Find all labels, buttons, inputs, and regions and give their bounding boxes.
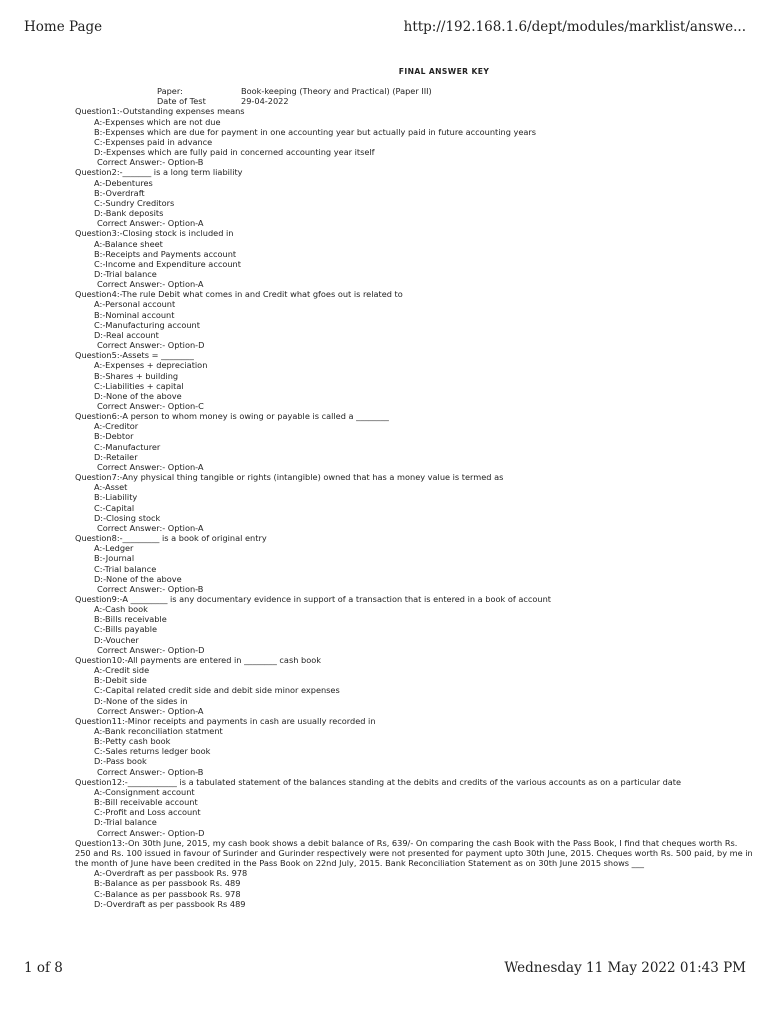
option: D:-Trial balance [94,268,157,279]
option: A:-Ledger [94,543,134,554]
page-counter: 1 of 8 [24,960,63,976]
option: A:-Consignment account [94,786,195,797]
header-left: Home Page [24,19,103,35]
question-text: Question2:-_______ is a long term liability [75,167,243,178]
correct-answer: Correct Answer:- Option-D [97,340,205,351]
question-block [75,716,755,777]
correct-answer: Correct Answer:- Option-D [97,644,205,655]
correct-answer: Correct Answer:- Option-C [97,401,204,411]
date-value: 29-04-2022 [241,96,289,107]
paper-row [75,86,755,96]
option: A:-Personal account [94,299,176,310]
correct-answer: Correct Answer:- Option-A [97,522,204,533]
correct-answer: Correct Answer:- Option-B [97,766,204,777]
question-text: Question7:-Any physical thing tangible or rights (intangible) owned that has a money value is termed as [75,472,504,483]
option: D:-Trial balance [94,817,157,828]
option: C:-Expenses paid in advance [94,136,213,147]
question-block [75,228,755,289]
option: A:-Bank reconciliation statment [94,726,223,736]
question-block [75,411,755,472]
question-13 [75,838,755,909]
option: B:-Bill receivable account [94,797,198,808]
answer-key-content [75,67,755,909]
paper-value: Book-keeping (Theory and Practical) (Paper III) [241,86,432,97]
paper-label: Paper: [157,86,183,97]
option: D:-None of the above [94,390,182,401]
question-block [75,777,755,838]
question-block [75,655,755,716]
option: D:-Bank deposits [94,208,164,219]
option: B:-Debit side [94,675,147,686]
option: C:-Bills payable [94,624,158,635]
correct-answer: Correct Answer:- Option-B [97,583,204,594]
option: C:-Capital [94,502,135,513]
option: C:-Profit and Loss account [94,807,201,818]
option: A:-Creditor [94,421,139,432]
option: B:-Bills receivable [94,614,167,625]
option: A:-Balance sheet [94,238,163,249]
date-row [75,96,755,106]
option: A:-Debentures [94,177,153,188]
option: A:-Credit side [94,665,150,676]
option: D:-Closing stock [94,512,161,523]
header-url: http://192.168.1.6/dept/modules/marklist/answe... [403,19,746,35]
option: B:-Shares + building [94,370,179,381]
question-text: Question4:-The rule Debit what comes in and Credit what gfoes out is related to [75,289,403,300]
option: C:-Sales returns ledger book [94,746,211,757]
option: B:-Liability [94,492,138,503]
option: B:-Journal [94,553,135,564]
question-text: Question11:-Minor receipts and payments in cash are usually recorded in [75,715,376,726]
question-text: Question5:-Assets = ________ [75,350,194,361]
option: D:-Overdraft as per passbook Rs 489 [94,898,246,909]
question-block [75,167,755,228]
question-block [75,594,755,655]
option: B:-Overdraft [94,187,145,198]
question-list [75,106,755,837]
option: B:-Debtor [94,431,134,442]
question-text: Question3:-Closing stock is included in [75,228,234,239]
question-text: Question13:-On 30th June, 2015, my cash book shows a debit balance of Rs, 639/- On comparing the cash Book with the Pass Book, I find that cheques worth Rs. 250 and Rs. 100 issued in favour of Surinder and Gurinder respectively were not presented for payment upto 30th June, 2015. Cheques worth Rs. 500 paid, by me in the month of June have been credited in the Pass Book on 22nd July, 2015. Bank Reconciliation Statement as on 30th June 2015 shows ___ [75,837,753,869]
question-block [75,350,755,411]
option: D:-None of the above [94,573,182,584]
option: C:-Manufacturer [94,441,161,452]
option: C:-Trial balance [94,563,157,574]
question-block [75,533,755,594]
option: B:-Balance as per passbook Rs. 489 [94,878,241,889]
option: A:-Expenses which are not due [94,116,221,127]
option: C:-Manufacturing account [94,319,200,330]
question-text: Question9:-A _________ is any documentary evidence in support of a transaction that is entered in a book of account [75,593,551,604]
option: A:-Cash book [94,604,148,615]
option: D:-Expenses which are fully paid in concerned accounting year itself [94,147,375,158]
option: C:-Balance as per passbook Rs. 978 [94,888,241,899]
question-block [75,472,755,533]
option: C:-Income and Expenditure account [94,258,241,269]
option: C:-Sundry Creditors [94,197,175,208]
correct-answer: Correct Answer:- Option-A [97,279,204,290]
option: B:-Expenses which are due for payment in one accounting year but actually paid in future accounting years [94,126,537,137]
option: D:-Real account [94,329,159,340]
option: C:-Liabilities + capital [94,380,184,391]
question-text: Question1:-Outstanding expenses means [75,106,245,117]
correct-answer: Correct Answer:- Option-A [97,461,204,472]
doc-title: FINAL ANSWER KEY [398,67,490,76]
print-timestamp: Wednesday 11 May 2022 01:43 PM [504,960,746,976]
option: B:-Receipts and Payments account [94,248,237,259]
option: B:-Nominal account [94,309,175,320]
option: A:-Expenses + depreciation [94,360,208,371]
question-text: Question12:-____________ is a tabulated statement of the balances standing at the debits and credits of the various accounts as on a particular date [75,776,682,787]
option: D:-Retailer [94,451,138,462]
option: D:-None of the sides in [94,695,188,706]
correct-answer: Correct Answer:- Option-B [97,157,204,168]
option: D:-Voucher [94,634,139,645]
question-text: Question10:-All payments are entered in ________ cash book [75,654,321,665]
question-text: Question6:-A person to whom money is owing or payable is called a ________ [75,411,389,422]
question-block [75,289,755,350]
option: A:-Asset [94,482,128,493]
date-label: Date of Test [157,96,206,107]
correct-answer: Correct Answer:- Option-D [97,827,205,838]
option: A:-Overdraft as per passbook Rs. 978 [94,868,248,879]
option: D:-Pass book [94,756,147,767]
question-text: Question8:-_________ is a book of original entry [75,533,267,544]
question-block [75,106,755,167]
option: C:-Capital related credit side and debit side minor expenses [94,685,340,696]
option: B:-Petty cash book [94,736,171,747]
correct-answer: Correct Answer:- Option-A [97,218,204,229]
correct-answer: Correct Answer:- Option-A [97,705,204,716]
